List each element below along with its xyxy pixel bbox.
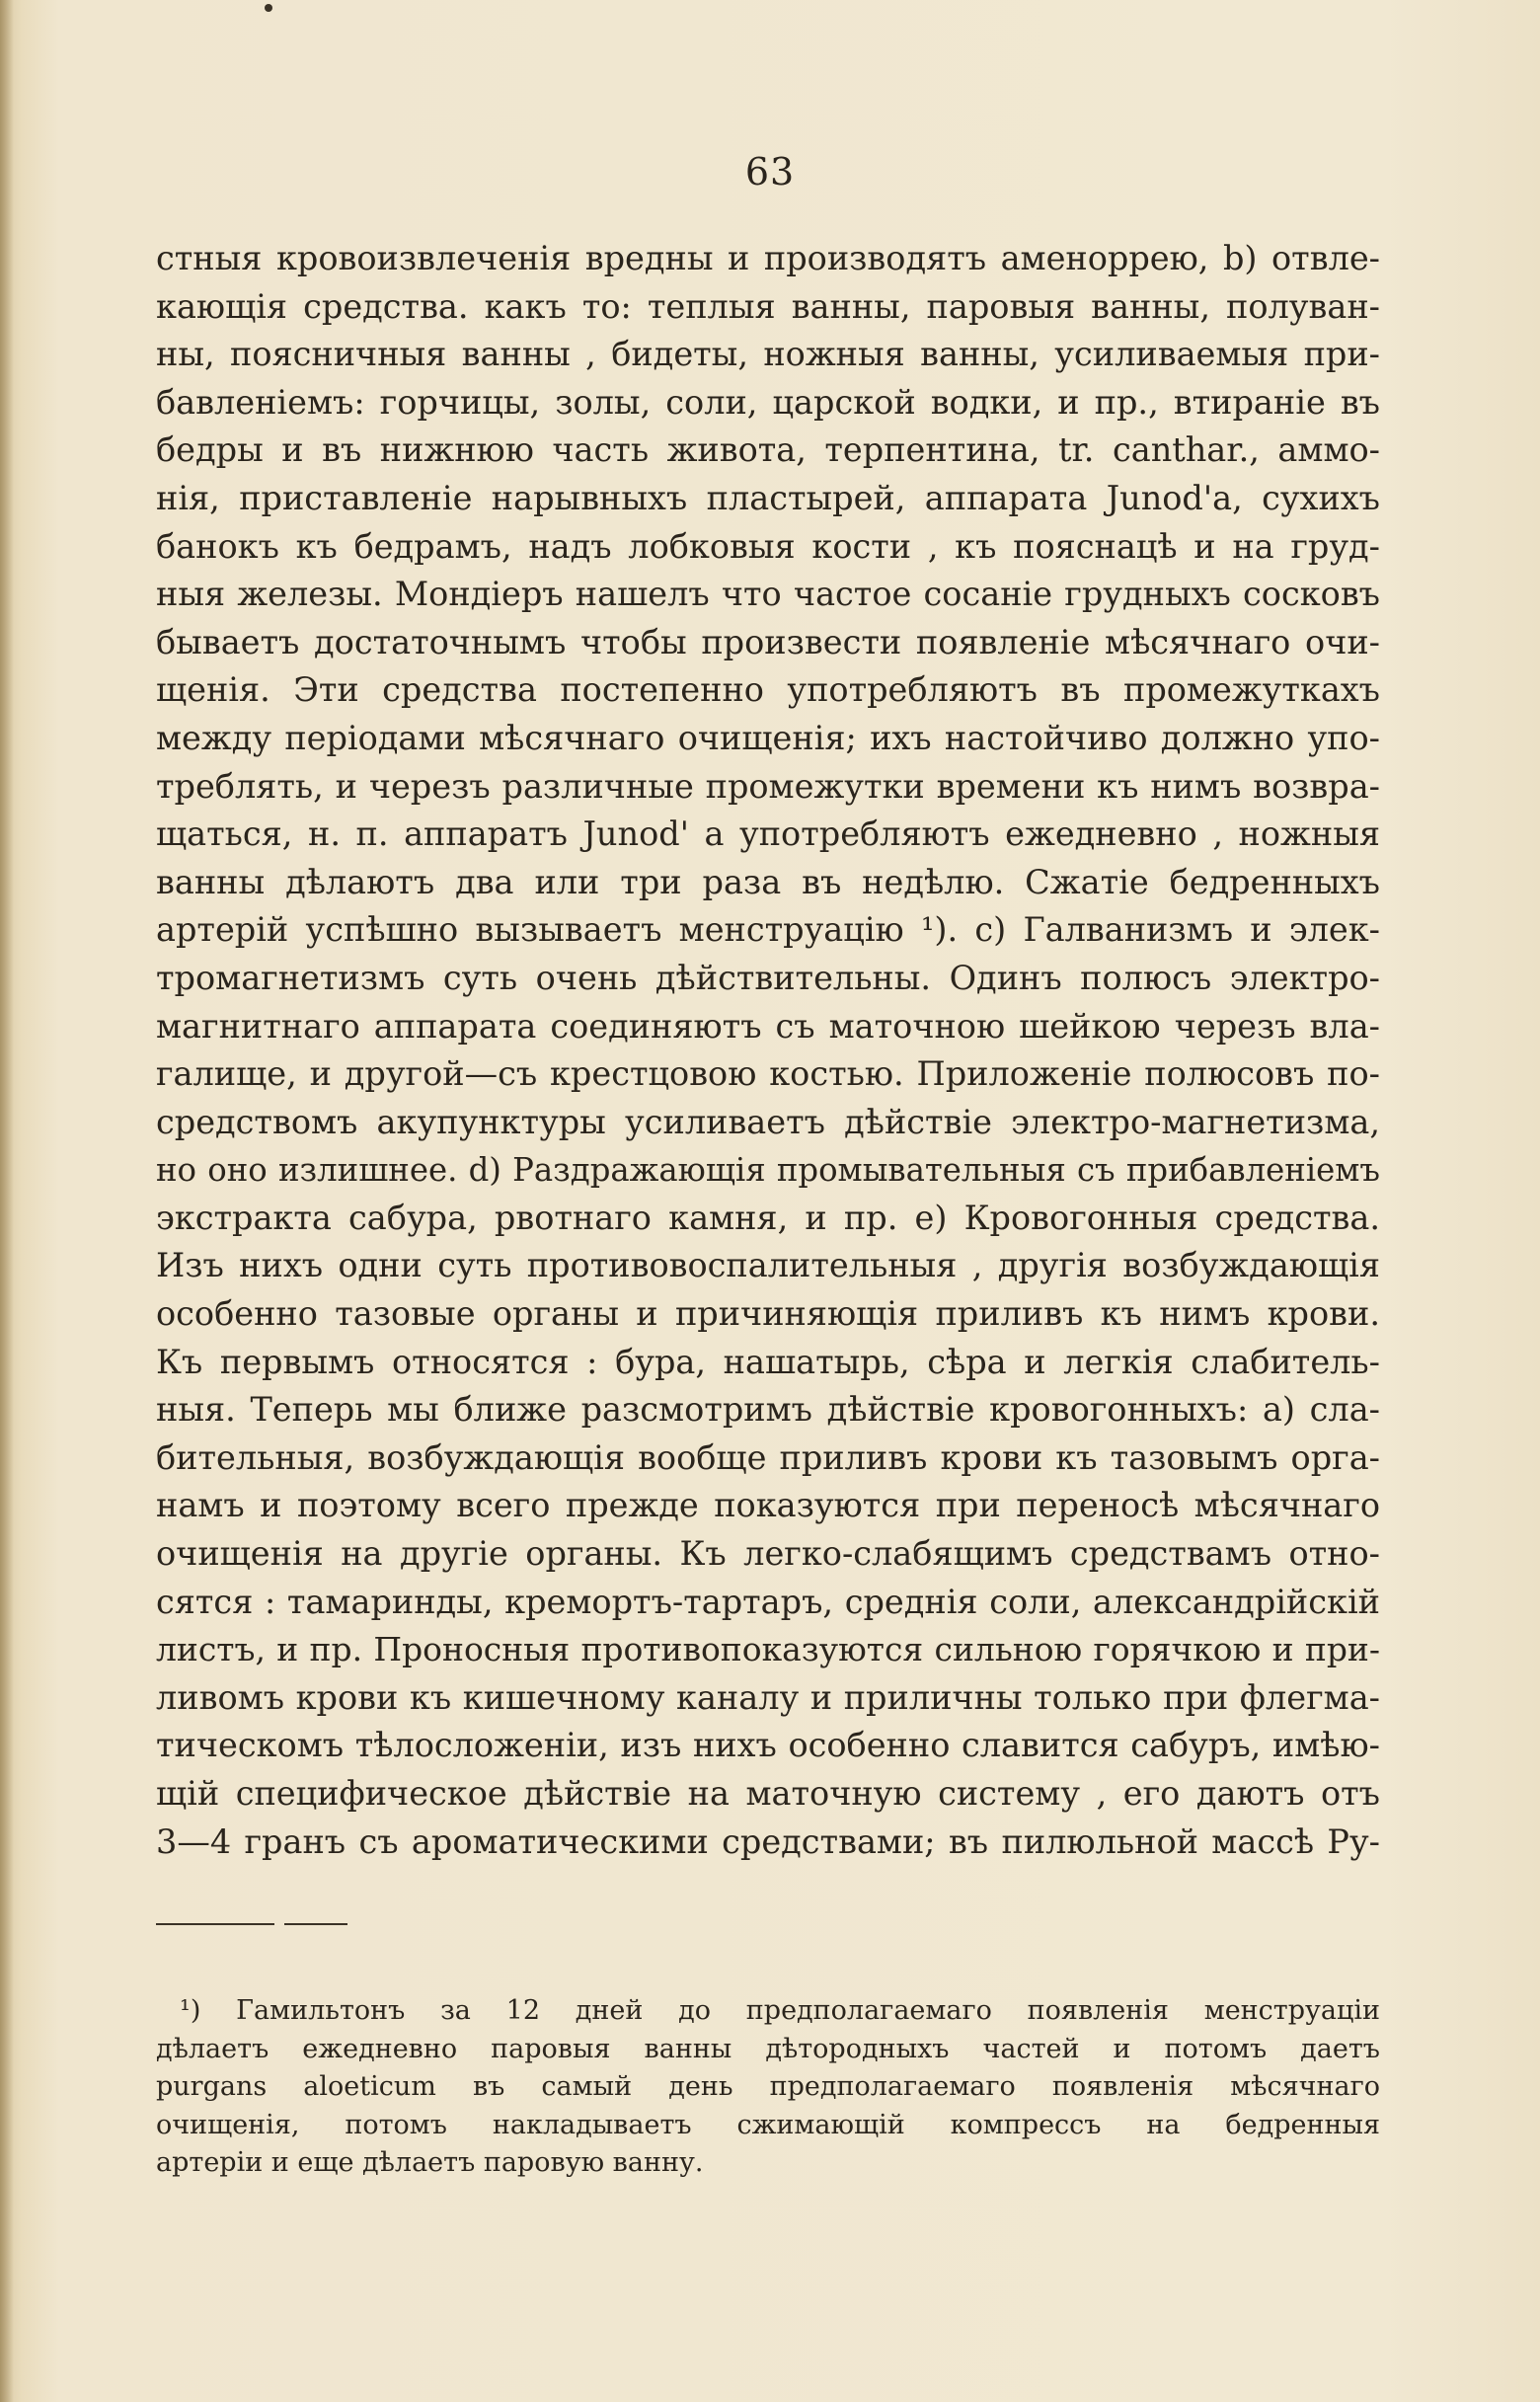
text-line: нія, приставленіе нарывныхъ пластырей, аппарата Junod'a, сухихъ <box>156 478 1380 517</box>
text-line: стныя кровоизвлеченія вредны и производятъ аменоррею, b) отвле- <box>156 239 1380 277</box>
text-line: Изъ нихъ одни суть противовоспалительныя , другія возбуждающія <box>156 1246 1380 1285</box>
footnote-line: очищенія, потомъ накладываетъ сжимающій компрессъ на бедренныя <box>156 2109 1380 2140</box>
text-line: сятся : тамаринды, кремортъ-тартаръ, среднія соли, александрійскій <box>156 1582 1380 1621</box>
text-line: тическомъ тѣлосложеніи, изъ нихъ особенно славится сабуръ, имѣю- <box>156 1726 1380 1765</box>
text-line: бительныя, возбуждающія вообще приливъ крови къ тазовымъ орга- <box>156 1437 1380 1477</box>
text-line: треблять, и черезъ различные промежутки времени къ нимъ возвра- <box>156 766 1380 806</box>
text-line: ныя железы. Мондіеръ нашелъ что частое сосаніе грудныхъ сосковъ <box>156 575 1380 614</box>
text-line: щій специфическое дѣйствіе на маточную систему , его даютъ отъ <box>156 1774 1380 1813</box>
footnote-line: дѣлаетъ ежедневно паровыя ванны дѣтородныхъ частей и потомъ даетъ <box>156 2033 1380 2064</box>
text-line: бавленіемъ: горчицы, золы, соли, царской водки, и пр., втираніе въ <box>156 382 1380 422</box>
footnote-line: purgans aloeticum въ самый день предполагаемаго появленія мѣсячнаго <box>156 2071 1380 2103</box>
main-text <box>156 235 1380 1866</box>
text-line: очищенія на другіе органы. Къ легко-слабящимъ средствамъ отно- <box>156 1534 1380 1574</box>
text-line: между періодами мѣсячнаго очищенія; ихъ настойчиво должно упо- <box>156 718 1380 757</box>
text-line: артерій успѣшно вызываетъ менструацію ¹). c) Галванизмъ и элек- <box>156 910 1380 950</box>
text-line: Къ первымъ относятся : бура, нашатырь, сѣра и легкія слабитель- <box>156 1342 1380 1381</box>
footnote-line: ¹) Гамильтонъ за 12 дней до предполагаемаго появленія менструаціи <box>180 1995 1380 2026</box>
binding-edge <box>0 0 14 2402</box>
text-line: листъ, и пр. Проносныя противопоказуются сильною горячкою и при- <box>156 1630 1380 1669</box>
footnote-block <box>156 1992 1380 2183</box>
text-line: экстракта сабура, рвотнаго камня, и пр. e) Кровогонныя средства. <box>156 1198 1380 1237</box>
text-line: ныя. Теперь мы ближе разсмотримъ дѣйствіе кровогонныхъ: a) сла- <box>156 1390 1380 1430</box>
text-line: 3—4 гранъ съ ароматическими средствами; въ пилюльной массѣ Ру- <box>156 1821 1380 1861</box>
footnote-rule-short <box>284 1923 347 1925</box>
text-line: щаться, н. п. аппаратъ Junod' а употребляютъ ежедневно , ножныя <box>156 814 1380 854</box>
text-line: ны, поясничныя ванны , бидеты, ножныя ванны, усиливаемыя при- <box>156 335 1380 374</box>
footnote-rule <box>156 1923 274 1925</box>
text-line: кающія средства. какъ то: теплыя ванны, паровыя ванны, полуван- <box>156 286 1380 326</box>
text-line: банокъ къ бедрамъ, надъ лобковыя кости , къ пояснацѣ и на груд- <box>156 526 1380 566</box>
page-number: 63 <box>744 150 796 194</box>
text-line: щенія. Эти средства постепенно употребляютъ въ промежуткахъ <box>156 670 1380 710</box>
footnote-line: артеріи и еще дѣлаетъ паровую ванну. <box>156 2147 704 2179</box>
text-line: средствомъ акупунктуры усиливаетъ дѣйствіе электро-магнетизма, <box>156 1102 1380 1141</box>
text-line: галище, и другой—съ крестцовою костью. Приложеніе полюсовъ по- <box>156 1054 1380 1094</box>
ink-spot <box>265 4 272 12</box>
text-line: бедры и въ нижнюю часть живота, терпентина, tr. canthar., аммо- <box>156 430 1380 470</box>
text-line: бываетъ достаточнымъ чтобы произвести появленіе мѣсячнаго очи- <box>156 622 1380 661</box>
text-line: но оно излишнее. d) Раздражающія промывательныя съ прибавленіемъ <box>156 1151 1380 1190</box>
text-line: магнитнаго аппарата соединяютъ съ маточною шейкою черезъ вла- <box>156 1006 1380 1046</box>
text-line: ванны дѣлаютъ два или три раза въ недѣлю. Сжатіе бедренныхъ <box>156 862 1380 901</box>
text-line: тромагнетизмъ суть очень дѣйствительны. Одинъ полюсъ электро- <box>156 958 1380 997</box>
text-line: намъ и поэтому всего прежде показуются при переносѣ мѣсячнаго <box>156 1486 1380 1525</box>
text-line: особенно тазовые органы и причиняющія приливъ къ нимъ крови. <box>156 1294 1380 1334</box>
text-line: ливомъ крови къ кишечному каналу и приличны только при флегма- <box>156 1677 1380 1717</box>
